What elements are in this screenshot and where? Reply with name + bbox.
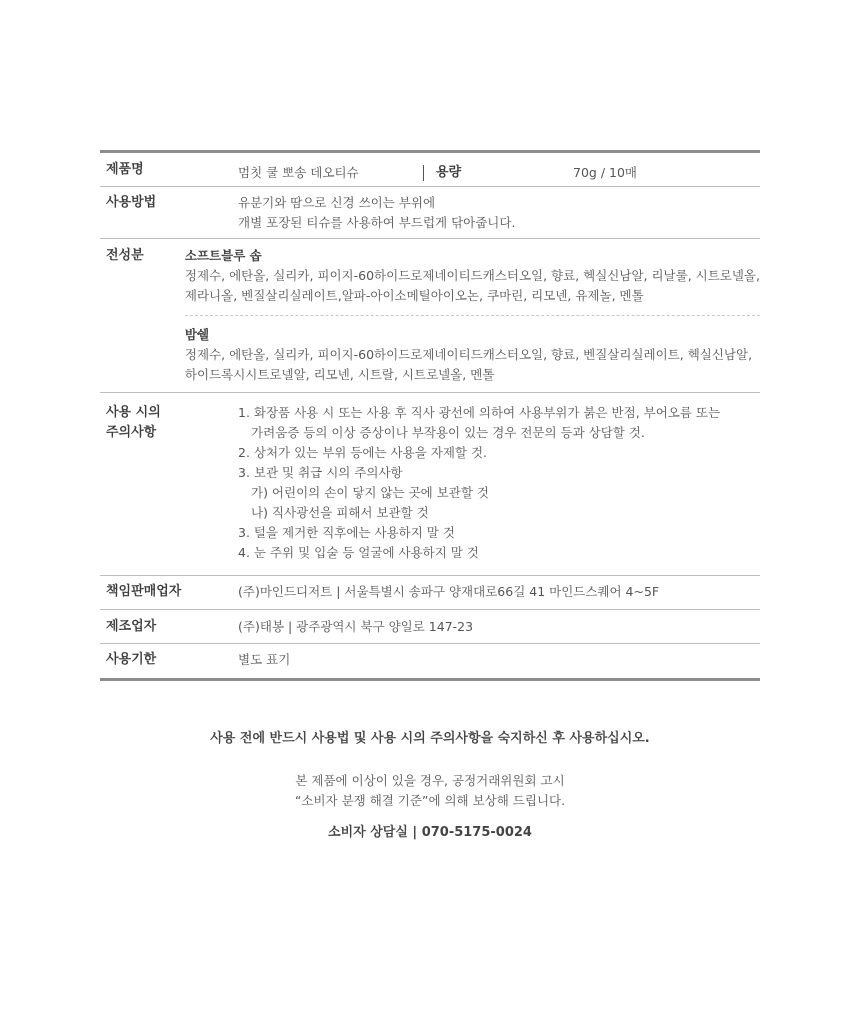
product-info-table [100, 150, 760, 681]
volume-value: 70g / 10매 [573, 165, 637, 180]
product-name-label: 제품명 [106, 162, 144, 177]
manufacturer-value: (주)태봉 | 광주광역시 북구 양일로 147-23 [238, 619, 474, 634]
expiry-value: 별도 표기 [238, 652, 291, 667]
caution-line: 2. 상처가 있는 부위 등에는 사용을 자제할 것. [238, 445, 487, 460]
usage-label: 사용방법 [106, 195, 157, 210]
ingredient-line: 제라니올, 벤질살리실레이트,알파-아이소메틸아이오논, 쿠마린, 리모넨, 유제놀, 멘톨 [184, 288, 644, 303]
caution-line: 3. 보관 및 취급 시의 주의사항 [238, 465, 403, 480]
expiry-row [100, 644, 760, 678]
caution-line: 4. 눈 주위 및 입술 등 얼굴에 사용하지 말 것 [238, 545, 479, 560]
usage-row [100, 187, 760, 239]
ingredient-line: 하이드록시시트로넬알, 리모넨, 시트랄, 시트로넬올, 멘톨 [184, 367, 495, 382]
caution-line: 나) 직사광선을 피해서 보관할 것 [251, 505, 429, 520]
dashed-divider [185, 315, 760, 316]
usage-line: 개별 포장된 티슈를 사용하여 부드럽게 닦아줍니다. [238, 215, 516, 230]
product-name-row [100, 153, 760, 187]
customer-service-contact: 소비자 상담실 | 070-5175-0024 [328, 825, 532, 840]
expiry-label: 사용기한 [106, 652, 157, 667]
seller-label: 책임판매업자 [106, 584, 182, 599]
product-name-value: 멈칫 쿨 뽀송 데오티슈 [238, 165, 359, 180]
manufacturer-row [100, 610, 760, 644]
caution-label: 사용 시의 주의사항 [106, 405, 161, 440]
usage-line: 유분기와 땀으로 신경 쓰이는 부위에 [238, 195, 436, 210]
ingredients-row [100, 239, 760, 393]
seller-value: (주)마인드디저트 | 서울특별시 송파구 양재대로66길 41 마인드스퀘어 4~5F [238, 584, 660, 599]
ingredient-line: 정제수, 에탄올, 실리카, 피이지-60하이드로제네이티드캐스터오일, 향료, 벤질살리실레이트, 헥실신남알, [184, 347, 753, 362]
compensation-notice: 본 제품에 이상이 있을 경우, 공정거래위원회 고시 “소비자 분쟁 해결 기준”에 의해 보상해 드립니다. [294, 773, 566, 808]
seller-row [100, 576, 760, 610]
caution-line: 가) 어린이의 손이 닿지 않는 곳에 보관할 것 [251, 485, 489, 500]
ingredient-group-heading: 밤쉘 [184, 327, 210, 342]
ingredients-label: 전성분 [106, 248, 144, 263]
manufacturer-label: 제조업자 [106, 619, 157, 634]
caution-line: 1. 화장품 사용 시 또는 사용 후 직사 광선에 의하여 사용부위가 붉은 반점, 부어오름 또는 [238, 405, 721, 420]
volume-label: 용량 [436, 165, 462, 180]
caution-line: 3. 털을 제거한 직후에는 사용하지 말 것 [238, 525, 455, 540]
ingredient-line: 정제수, 에탄올, 실리카, 피이지-60하이드로제네이티드캐스터오일, 향료, 헥실신남알, 리날룰, 시트로넬올, [184, 268, 760, 283]
caution-line: 가려움증 등의 이상 증상이나 부작용이 있는 경우 전문의 등과 상담할 것. [251, 425, 645, 440]
usage-notice: 사용 전에 반드시 사용법 및 사용 시의 주의사항을 숙지하신 후 사용하십시오. [210, 731, 650, 746]
ingredient-group-heading: 소프트블루 솝 [184, 248, 262, 263]
caution-row [100, 393, 760, 576]
divider [423, 165, 424, 181]
